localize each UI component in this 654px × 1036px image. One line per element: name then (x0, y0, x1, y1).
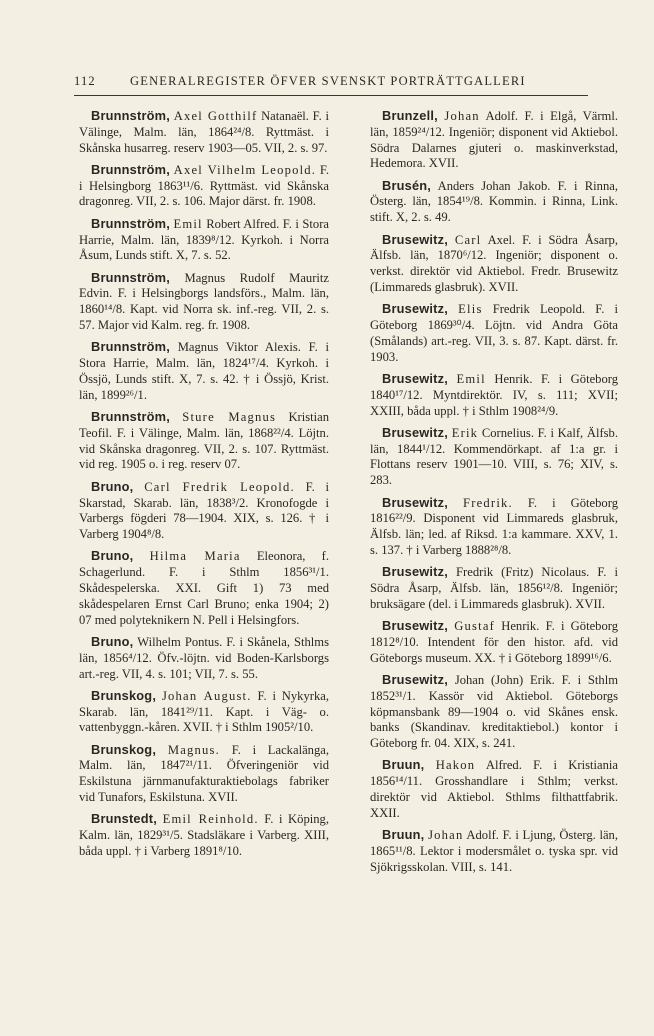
entry-details: Fredrik (Fritz) Nicolaus. F. i Södra Åsarp, Älfsb. län, 1856¹²/8. Ingeniör; bruksägare (del. i Limmareds glasbruk). XVII. (370, 565, 618, 611)
entry-surname: Bruno, (91, 633, 134, 649)
entry-given-names: Axel Gotthilf (173, 109, 258, 123)
entry-surname: Brunskog, (91, 741, 157, 757)
entry-details: Magnus Viktor Alexis. F. i Stora Harrie, Malm. län, 1824¹⁷/4. Kyrkoh. i Össjö, Lunds stift. X, 7. s. 42. † i Össjö, Krist. län, 1899²⁶/1. (79, 340, 329, 402)
entry-details: F. i Göteborg 1816²²/9. Disponent vid Limmareds glasbruk, Älfsb. län; led. af Riksd. 1:a kammare. XXV, 1. s. 137. † i Varberg 1888²⁸/8. (370, 495, 618, 557)
entry-details: F. i Skarstad, Skarab. län, 1838³/2. Kronofogde i Varbergs fögderi 78—1904. XIX, s. 126. † i Varberg 1904⁸/8. (79, 479, 329, 542)
page-number: 112 (74, 74, 96, 88)
entry-surname: Brunnström, (91, 269, 170, 285)
entry-surname: Brunnström, (91, 108, 170, 123)
register-entry (79, 409, 329, 473)
entry-details: Fredrik Leopold. F. i Göteborg 1869³⁰/4. Löjtn. vid Andra Göta (Smålands) art.-reg. VII, 3. s. 87. Kapt. därst. fr. 1903. (370, 302, 618, 364)
register-entry (370, 618, 618, 666)
entry-details: Anders Johan Jakob. F. i Rinna, Österg. län, 1854¹⁹/8. Kommin. i Rinna, Link. stift. X, 2. s. 49. (370, 178, 618, 225)
entry-given-names: Johan (428, 828, 464, 843)
entry-details: Wilhelm Pontus. F. i Skånela, Sthlms län, 1856⁴/12. Öfv.-löjtn. vid Boden-Karlsborgs art.-reg. VII, 4. s. 101; VII, 7. s. 55. (79, 634, 329, 681)
entry-details: Adolf. F. i Ljung, Österg. län, 1865¹¹/8. Lektor i modersmålet o. tyska spr. vid Sjökrigsskolan. VIII, s. 141. (370, 828, 618, 874)
entry-given-names: Johan (444, 109, 480, 123)
entry-given-names: Emil (173, 216, 203, 231)
register-entry (370, 371, 618, 419)
register-entry (370, 672, 618, 752)
entry-details: F. i Lackalänga, Malm. län, 1847²¹/11. Öfveringeniör vid Eskilstuna järnmanufakturaktiebolags fabriker vid Tunafors, Eskilstuna. XVII. (79, 742, 329, 805)
entry-details: Natanaël. F. i Välinge, Malm. län, 1864²⁴/8. Ryttmäst. i Skånska husarreg. reserv 1903—05. VII, 2. s. 97. (79, 109, 329, 155)
entry-details: F. i Helsingborg 1863¹¹/6. Ryttmäst. vid Skånska dragonreg. VII, 2. s. 106. Major därst. fr. 1908. (79, 162, 329, 209)
register-entry (79, 270, 329, 334)
entry-details: Henrik. F. i Göteborg 1812⁸/10. Intendent för den histor. afd. vid Göteborgs museum. XX. † i Göteborg 1899¹⁶/6. (370, 619, 619, 665)
entry-given-names: Hilma Maria (149, 549, 241, 564)
entry-given-names: Elis (458, 302, 483, 317)
register-entry (370, 827, 618, 875)
entry-surname: Brunnström, (91, 409, 170, 425)
entry-given-names: Carl Fredrik Leopold. (144, 479, 295, 494)
register-entry (79, 634, 329, 682)
entry-surname: Brusewitz, (382, 494, 448, 510)
entry-details: Henrik. F. i Göteborg 1840¹⁷/12. Myntdirektör. IV, s. 111; XVII; XXIII, båda uppl. † i Sthlm 1908²⁴/9. (370, 371, 619, 418)
entry-details: Johan (John) Erik. F. i Sthlm 1852³¹/1. Kassör vid Aktiebol. Göteborgs köpmansbank 89—1904 o. vid Skånes ensk. banks (Skandinav. kreditaktiebol.) kontor i Göteborg fr. 04. XIX, s. 241. (370, 673, 618, 751)
entry-given-names: Gustaf (454, 619, 496, 634)
entry-details: Adolf. F. i Elgå, Värml. län, 1859²⁴/12. Ingeniör; disponent vid Aktiebol. Södra Dalarnes gjuteri o. maskinverkstad, Hedemora. XVII. (370, 109, 618, 171)
register-entry (79, 479, 329, 543)
entry-surname: Brunstedt, (91, 811, 157, 827)
entry-surname: Brusewitz, (382, 618, 448, 634)
entry-details: Robert Alfred. F. i Stora Harrie, Malm. län, 1839⁸/12. Kyrkoh. i Norra Åsum, Lunds stift. X, 7. s. 52. (79, 216, 329, 263)
register-entry (370, 495, 618, 559)
register-entry (370, 564, 618, 612)
register-entry (370, 757, 618, 821)
header-rule (74, 95, 588, 96)
register-entry (370, 178, 618, 226)
entry-surname: Brunskog, (91, 687, 157, 703)
entry-surname: Brusewitz, (382, 301, 448, 317)
entry-surname: Bruun, (382, 827, 425, 843)
register-entry (79, 742, 329, 806)
register-entry (370, 301, 618, 365)
register-entry (79, 811, 329, 859)
entry-details: Kristian Teofil. F. i Välinge, Malm. län, 1868²²/4. Löjtn. vid Skånska dragonreg. VII, 2. s. 107. Ryttmäst. vid reg. 1905 o. i reg. reserv 07. (79, 410, 330, 472)
entry-given-names: Fredrik. (463, 495, 513, 510)
register-entry (79, 339, 329, 403)
entry-surname: Brusén, (382, 177, 432, 193)
entry-given-names: Johan August. (161, 688, 252, 703)
entry-surname: Brunnström, (91, 215, 170, 231)
entry-surname: Brusewitz, (382, 672, 448, 687)
left-column (79, 108, 329, 865)
entry-given-names: Emil (456, 371, 486, 386)
entry-surname: Bruno, (91, 478, 134, 494)
entry-given-names: Erik (451, 425, 479, 440)
entry-surname: Brusewitz, (382, 564, 448, 580)
register-entry (370, 232, 618, 296)
entry-details: Cornelius. F. i Kalf, Älfsb. län, 1844¹/12. Kommendörkapt. af 1:a gr. i Flottans reserv 1901—10. VIII, s. 76; XIV, s. 283. (370, 425, 618, 488)
header-title: GENERALREGISTER ÖFVER SVENSKT PORTRÄTTGALLERI (130, 74, 526, 88)
register-entry (370, 425, 618, 489)
register-entry (79, 108, 329, 156)
entry-details: F. i Köping, Kalm. län, 1829³¹/5. Stadsläkare i Varberg. XIII, båda uppl. † i Varberg 1891⁸/10. (79, 812, 329, 858)
register-entry (79, 548, 329, 628)
entry-surname: Bruno, (91, 548, 134, 564)
entry-surname: Brunnström, (91, 339, 170, 355)
entry-given-names: Emil Reinhold. (162, 812, 259, 827)
entry-surname: Brunzell, (382, 108, 438, 123)
entry-surname: Brusewitz, (382, 424, 448, 440)
entry-given-names: Carl (454, 232, 482, 247)
register-entry (370, 108, 618, 172)
entry-surname: Brusewitz, (382, 231, 448, 247)
entry-given-names: Axel Vilhelm Leopold. (173, 162, 317, 177)
entry-given-names: Hakon (435, 758, 476, 773)
entry-details: F. i Nykyrka, Skarab. län, 1841²⁹/11. Kapt. i Väg- o. vattenbyggn.-kåren. XVII. † i Sthlm 1905²/10. (79, 688, 329, 735)
running-header (74, 74, 570, 89)
entry-details: Alfred. F. i Kristiania 1856¹⁴/11. Grosshandlare i Sthlm; verkst. direktör vid Aktiebol. Sthlms filthattfabrik. XXII. (370, 758, 618, 820)
right-column (370, 108, 618, 881)
entry-given-names: Magnus. (167, 742, 220, 757)
entry-details: Eleonora, f. Schagerlund. F. i Sthlm 1856³¹/1. Skådespelerska. XXI. Gift 1) 73 med skådespelaren Ernst Carl Bruno; enka 1904; 2) 07 med polyteknikern N. Pell i Helsingfors. (79, 549, 329, 627)
register-entry (79, 688, 329, 736)
register-entry (79, 162, 329, 210)
entry-surname: Brusewitz, (382, 370, 448, 386)
entry-details: Axel. F. i Södra Åsarp, Älfsb. län, 1870⁶/12. Ingeniör; disponent o. verkst. direktör vid Aktiebol. Fredr. Brusewitz (Limmareds glasbruk). XVII. (370, 232, 618, 294)
register-entry (79, 216, 329, 264)
entry-surname: Brunnström, (91, 161, 170, 177)
entry-given-names: Sture Magnus (182, 410, 277, 425)
entry-surname: Bruun, (382, 757, 425, 773)
entry-details: Magnus Rudolf Mauritz Edvin. F. i Helsingborgs landsförs., Malm. län, 1860¹⁴/8. Kapt. vid Norra sk. inf.-reg. VII, 2. s. 57. Major vid Kalm. reg. fr. 1908. (79, 270, 329, 333)
